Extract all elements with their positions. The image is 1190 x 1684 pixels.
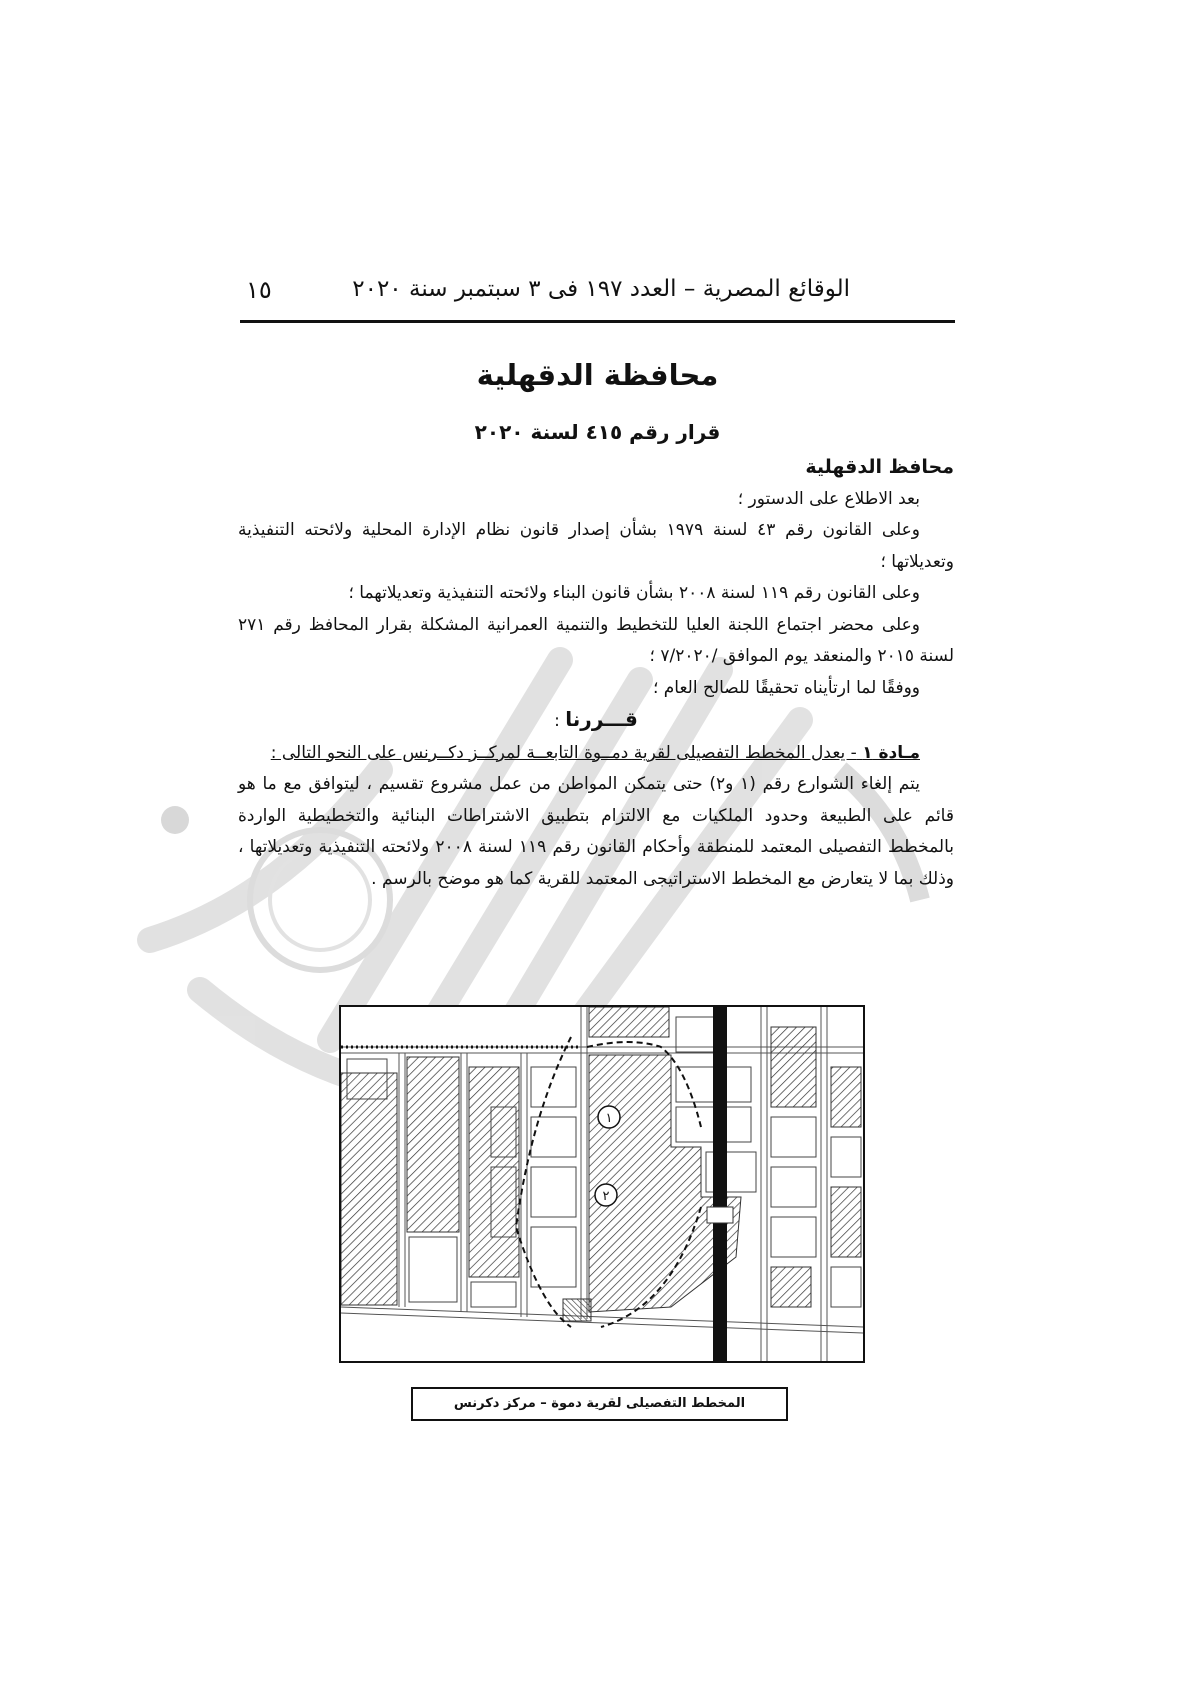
decree-title: قرار رقم ٤١٥ لسنة ٢٠٢٠ [474, 420, 721, 444]
article-1-label: مـادة ١ [862, 742, 920, 763]
street-marker-label: ٢ [602, 1189, 610, 1204]
map-caption: المخطط التفصيلى لقرية دموة – مركز دكرنس [411, 1387, 788, 1421]
preamble-line: وعلى محضر اجتماع اللجنة العليا للتخطيط والتنمية العمرانية المشكلة بقرار المحافظ رقم ٢٧١ لسنة ٢٠١٥ والمنعقد يوم الموافق /٧/٢٠٢٠ ؛ [238, 614, 954, 666]
decree-body [238, 452, 954, 895]
map-drawing [341, 1007, 863, 1361]
governor-title: محافظ الدقهلية [805, 456, 954, 478]
decided-word: قـــررنا [565, 707, 638, 731]
page-number: ١٥ [246, 276, 272, 304]
main-road [713, 1007, 727, 1361]
decided-heading [238, 704, 954, 738]
preamble-line: وعلى القانون رقم ٤٣ لسنة ١٩٧٩ بشأن إصدار قانون نظام الإدارة المحلية ولائحته التنفيذية وتعديلاتها ؛ [238, 520, 954, 572]
preamble-line: ووفقًا لما ارتأيناه تحقيقًا للصالح العام ؛ [652, 677, 920, 698]
street-marker-label: ١ [605, 1111, 613, 1126]
detailed-plan-map [339, 1005, 865, 1363]
article-1-body: يتم إلغاء الشوارع رقم (١ و٢) حتى يتمكن المواطن من عمل مشروع تقسيم ، ليتوافق مع ما هو قائم على الطبيعة وحدود الملكيات مع الالتزام بتطبيق الاشتراطات البنائية والتخطيطية الواردة بالمخطط التفصيلى المعتمد للمنطقة وأحكام القانون رقم ١١٩ لسنة ٢٠٠٨ ولائحته التنفيذية وتعديلاتها ، وذلك بما لا يتعارض مع المخطط الاستراتيجى المعتمد للقرية كما هو موضح بالرسم . [238, 774, 954, 889]
decided-colon: : [554, 711, 560, 731]
preamble-line: بعد الاطلاع على الدستور ؛ [737, 488, 920, 509]
article-1-text: - يعدل المخطط التفصيلى لقرية دمــوة التابعــة لمركــز دكــرنس على النحو التالى : [270, 742, 857, 763]
article-1-heading [238, 738, 954, 770]
governorate-title: محافظة الدقهلية [476, 358, 719, 392]
header-divider [240, 320, 955, 323]
page-header [240, 272, 955, 308]
street-marker-1 [598, 1106, 620, 1128]
street-marker-2 [595, 1184, 617, 1206]
preamble-line: وعلى القانون رقم ١١٩ لسنة ٢٠٠٨ بشأن قانون البناء ولائحته التنفيذية وتعديلاتهما ؛ [348, 583, 920, 603]
gazette-issue-line: الوقائع المصرية – العدد ١٩٧ فى ٣ سبتمبر سنة ٢٠٢٠ [352, 276, 850, 302]
